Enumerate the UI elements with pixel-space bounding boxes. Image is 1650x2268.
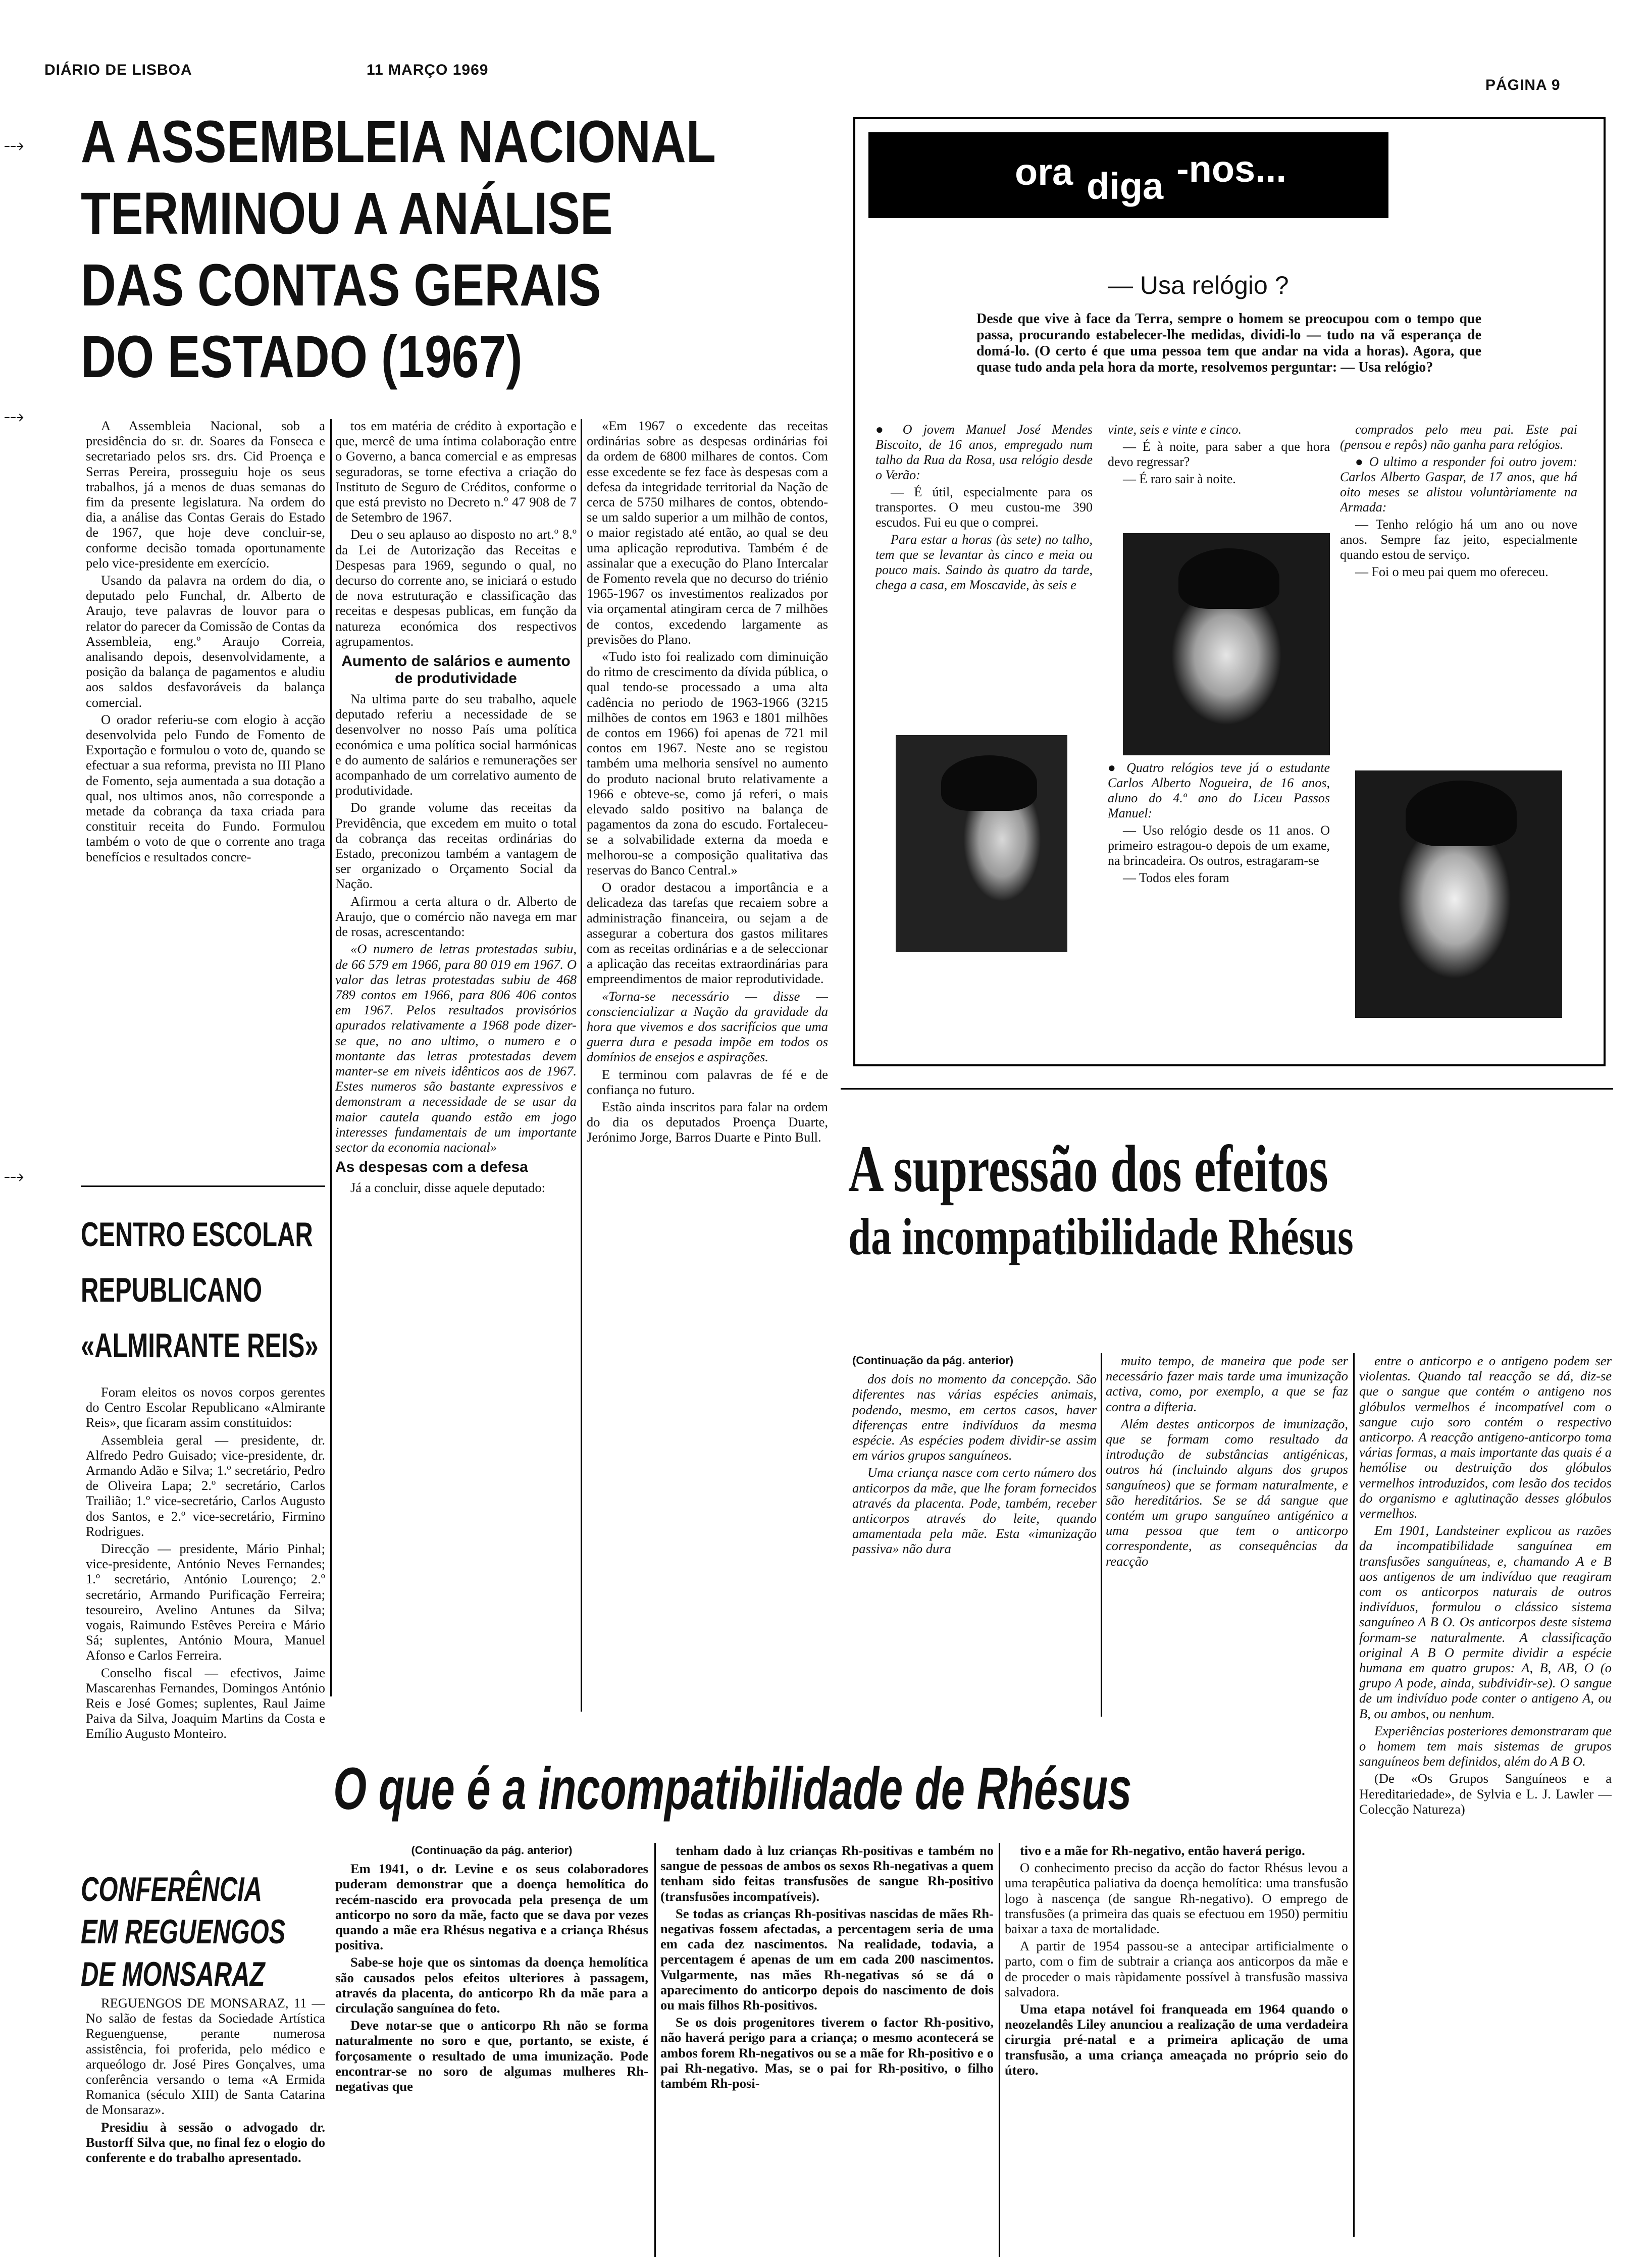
newspaper-name: DIÁRIO DE LISBOA <box>44 62 192 78</box>
article-column: entre o anticorpo e o antigeno podem ser violentas. Quando tal reacção se dá, diz-se que o sangue que contém o antigeno nos glóbulos vermelhos é incompatível com o sangue cujo soro contém o respectivo anticorpo. A reacção antigeno-anticorpo toma várias formas, a mais importante das quais é a hemólise ou destruição dos glóbulos vermelhos introduzidos, com lesão dos tecidos do organismo e aglutinação desses glóbulos vermelhos. Em 1901, Landsteiner explicou as razões da incompatibilidade sanguínea em transfusões sanguíneas, e, chamando A e B aos antigenos de um indivíduo que reagiram com os anticorpos naturais de outros indivíduos, formulou o clássico sistema sanguíneo A B O. Os anticorpos deste sistema formam-se naturalmente. A classificação original A B O permite dividir a espécie humana em quatro grupos: A, B, AB, O (o grupo A pode, ainda, subdividir-se). O sangue de um indivíduo pode conter o antigeno A, ou B, ou ambos, ou nenhum. Experiências posteriores demonstraram que o homem tem mais sistemas de grupos sanguíneos bem definidos, além do A B O. (De «Os Grupos Sanguíneos e a Hereditariedade», de Sylvia e L. J. Lawler — Colecção Natureza) <box>1359 1353 1612 1817</box>
article-column: muito tempo, de maneira que pode ser necessário fazer mais tarde uma imunização activa, como, por exemplo, a que se faz contra a difteria. Além destes anticorpos de imunização, que se formam como resultado da introdução de substâncias antigénicas, outros há (incluindo alguns dos grupos sanguíneos) que se formam naturalmente, e são hereditários. Se se dá sangue que contém um grupo sanguíneo antigénico a uma pessoa que tem o anticorpo correspondente, as consequências da reacção <box>1106 1353 1348 1569</box>
continuation-note: (Continuação da pág. anterior) <box>852 1354 1014 1367</box>
continuation-note: (Continuação da pág. anterior) <box>411 1844 573 1857</box>
column-rule <box>581 419 582 1712</box>
margin-arrow-icon: ⤏ <box>4 405 24 427</box>
article-headline: O que é a incompatibilidade de Rhésus <box>333 1756 1132 1822</box>
column-rule <box>1101 1353 1102 1717</box>
hair-shape <box>1178 548 1279 609</box>
article-headline: CENTRO ESCOLAR REPUBLICANO «ALMIRANTE REIS» <box>81 1215 319 1365</box>
section-subhead: Aumento de salários e aumento de produtividade <box>341 653 571 687</box>
article-column: A Assembleia Nacional, sob a presidência do sr. dr. Soares da Fonseca e secretariado pelos srs. drs. Cid Proença e Serras Pereira, prosseguiu hoje os seus trabalhos, já a menos de duas semanas do fim da presente legislatura. Na ordem do dia, a análise das Contas Gerais do Estado de 1967, que hoje deve concluir-se, conforme decisão tomada oportunamente pelo vice-presidente em exercício. Usando da palavra na ordem do dia, o deputado pelo Funchal, dr. Alberto de Araujo, teve palavras de louvor para o relator do parecer da Comissão de Contas da Assembleia, eng.º Araujo Correia, analisando depois, desenvolvidamente, a posição da balança de pagamentos e aludiu aos saldos desfavoráveis da balança comercial. O orador referiu-se com elogio à acção desenvolvida pelo Fundo de Fomento de Exportação e formulou o voto de, quando se efectuar a sua reforma, prevista no III Plano de Fomento, seja aumentada a sua dotação a qual, nos ultimos anos, não corresponde a metade da cobrança da taxa criada para constituir receita do Fundo. Formulou também o voto de que o corrente ano traga benefícios e resultados concre- <box>86 418 325 864</box>
hair-shape <box>1406 781 1517 846</box>
section-rule <box>81 1185 325 1187</box>
article-column: (Continuação da pág. anterior) dos dois no momento da concepção. São diferentes nas várias espécies animais, podendo, mesmo, em certos casos, haver diferenças entre indivíduos da mesma espécie. As espécies podem dividir-se assim em vários grupos sanguíneos. Uma criança nasce com certo número dos anticorpos da mãe, que lhe foram fornecidos através da placenta. Pode, também, receber anticorpos através do leite, quando amamentada pela mãe. Esta «imunização passiva» não dura <box>852 1354 1097 1557</box>
article-headline: CONFERÊNCIA EM REGUENGOS DE MONSARAZ <box>81 1870 286 1993</box>
feature-intro: Desde que vive à face da Terra, sempre o homem se preocupou com o tempo que passa, procurando estabelecer-lhe medidas, dividi-lo — tudo na vã esperança de domá-lo. (O certo é que uma pessoa tem que andar na vida a horas). Agora, que quase tudo anda pela hora da morte, resolvemos perguntar: — Usa relógio? <box>976 311 1481 375</box>
feature-column: ● Quatro relógios teve já o estudante Carlos Alberto Nogueira, de 16 anos, aluno do 4.º ano do Liceu Passos Manuel: — Uso relógio desde os 11 anos. O primeiro estragou-o depois de um exame, na brincadeira. Os outros, estragaram-se — Todos eles foram <box>1108 760 1330 885</box>
column-rule <box>330 419 332 1696</box>
article-column: (Continuação da pág. anterior) Em 1941, o dr. Levine e os seus colaboradores puderam demonstrar que a doença hemolítica do recém-nascido era provocada pela presença de um anticorpo no soro da mãe, facto que se dava por vezes quando a mãe era Rhésus negativa e a criança Rhésus positiva. Sabe-se hoje que os sintomas da doença hemolítica são causados pelos efeitos ulteriores à passagem, através da placenta, do anticorpo Rh da mãe para a circulação sanguínea do feto. Deve notar-se que o anticorpo Rh não se forma naturalmente no soro e que, portanto, se existe, é forçosamente o resultado de uma imunização. Pode encontrar-se no soro de algumas mulheres Rh-negativas que <box>335 1844 648 2094</box>
section-subhead: As despesas com a defesa <box>335 1159 528 1176</box>
article-headline: A supressão dos efeitos da incompatibilidade Rhésus <box>848 1131 1354 1266</box>
hair-shape <box>941 755 1037 811</box>
column-rule <box>654 1843 656 2257</box>
column-rule <box>999 1843 1000 2257</box>
feature-title-banner: ora diga -nos... <box>868 132 1388 218</box>
article-column: Foram eleitos os novos corpos gerentes do Centro Escolar Republicano «Almirante Reis», que ficaram assim constituidos: Assembleia geral — presidente, dr. Alfredo Pedro Guisado; vice-presidente, dr. Armando Adão e Silva; 1.º secretário, Pedro de Oliveira Lapa; 2.º secretário, Carlos Trailião; 1.º vice-secretário, Carlos Augusto dos Santos, e 2.º vice-secretário, Firmino Rodrigues. Direcção — presidente, Mário Pinhal; vice-presidente, António Neves Fernandes; 1.º secretário, António Lourenço; 2.º secretário, Armando Purificação Ferreira; tesoureiro, Avelino Antunes da Silva; vogais, Raimundo Estêves Pereira e Mário Sá; suplentes, António Moura, Manuel Afonso e Carlos Ferreira. Conselho fiscal — efectivos, Jaime Mascarenhas Fernandes, Domingos António Reis e José Gomes; suplentes, Raul Jaime Paiva da Silva, Joaquim Martins da Costa e Emílio Augusto Monteiro. <box>86 1384 325 1741</box>
article-column: tos em matéria de crédito à exportação e que, mercê de uma íntima colaboração entre o Governo, a banca comercial e as empresas seguradoras, se torne efectiva a criação do Instituto de Seguro de Créditos, conforme o que está previsto no Decreto n.º 47 908 de 7 de Setembro de 1967. Deu o seu aplauso ao disposto no art.º 8.º da Lei de Autorização das Receitas e Despesas para 1969, segundo o qual, no decurso do corrente ano, se iniciará o estudo de nova estruturação e classificação das receitas e despesas publicas, em função da natureza económica dos respectivos agrupamentos. Aumento de salários e aumento de produtividade Na ultima parte do seu trabalho, aquele deputado referiu a necessidade de se desenvolver no nosso País uma política económica e uma política social harmónicas e do aumento de salários e remunerações ser acompanhado de um correlativo aumento de produtividade. Do grande volume das receitas da Previdência, que excedem em muito o total da cobrança das receitas ordinárias do Estado, preconizou também a vantagem de ser organizado o Orçamento Social da Nação. Afirmou a certa altura o dr. Alberto de Araujo, que o comércio não navega em mar de rosas, acrescentando: «O numero de letras protestadas subiu, de 66 579 em 1966, para 80 019 em 1967. O valor das letras protestadas subiu de 468 789 contos em 1966, para 806 406 contos em 1967. Pelos resultados provisórios apurados relativamente a 1968 pode dizer-se que, no ano ultimo, o numero e o montante das letras protestadas devem manter-se em niveis idênticos aos de 1967. Estes numeros são bastante expressivos e demonstram a necessidade de se usar da maior cautela quando estão em jogo interesses fundamentais de um importante sector da economia nacional» As despesas com a defesa Já a concluir, disse aquele deputado: <box>335 418 577 1196</box>
margin-arrow-icon: ⤏ <box>4 134 24 156</box>
article-column: «Em 1967 o excedente das receitas ordinárias sobre as despesas ordinárias foi da ordem de 6800 milhares de contos. Com esse excedente se fez face às despesas com a defesa da integridade territorial da Nação de cerca de 5750 milhares de contos, obtendo-se um saldo superior a um milhão de contos, o maior registado até então, ao qual se deu uma aplicação reprodutiva. Também é de assinalar que a execução do Plano Intercalar de Fomento revela que no decurso do triénio 1965-1967 os investimentos realizados por via orçamental atingiram cerca de 7 milhões de contos, excedendo largamente as previsões do Plano. «Tudo isto foi realizado com diminuição do ritmo de crescimento da dívida pública, o qual tendo-se processado a uma alta cadência no periodo de 1963-1966 (3215 milhões de contos em 1963 e 1801 milhões de contos em 1966) foi apenas de 721 mil contos em 1967. Neste ano se registou também uma melhoria sensível no aumento do produto nacional bruto relativamente a 1966 e obteve-se, como já referi, o mais elevado saldo positivo na balança de pagamentos da zona do escudo. Fortaleceu-se a solvabilidade externa da moeda e melhorou-se a composição qualitativa das reservas do Banco Central.» O orador destacou a importância e a delicadeza das tarefas que recaiem sobre a administração financeira, ou sejam a de assegurar a cobertura dos gastos militares com as receitas ordinárias e a de seleccionar a aplicação das receitas extraordinárias para empreendimentos de maior reprodutividade. «Torna-se necessário — disse — consciencializar a Nação da gravidade da hora que vivemos e dos sacrifícios que uma guerra dura e pesada impõe em todos os domínios de ensejos e aspirações. E terminou com palavras de fé e de confiança no futuro. Estão ainda inscritos para falar na ordem do dia os deputados Proença Duarte, Jerónimo Jorge, Barros Duarte e Pinto Bull. <box>587 418 828 1145</box>
feature-column: comprados pelo meu pai. Este pai (pensou e repôs) não ganha para relógios. ● O ultimo a responder foi outro jovem: Carlos Alberto Gaspar, de 17 anos, que há oito meses se alistou voluntàriamente na Armada: — Tenho relógio há um ano ou nove anos. Sempre faz jeito, especialmente quando estou de serviço. — Foi o meu pai quem mo ofereceu. <box>1340 422 1577 579</box>
portrait-photo <box>896 735 1067 952</box>
issue-date: 11 MARÇO 1969 <box>367 62 489 78</box>
ora-diga-nos-box <box>853 117 1606 1066</box>
feature-column: ● O jovem Manuel José Mendes Biscoito, de 16 anos, empregado num talho da Rua da Rosa, usa relógio desde o Verão: — É útil, especialmente para os transportes. O meu custou-me 390 escudos. Fui eu que o comprei. Para estar a horas (às sete) no talho, tem que se levantar às cinco e meia ou pouco mais. Saindo às quatro da tarde, chega a casa, em Moscavide, às seis e <box>875 422 1093 592</box>
column-rule <box>1353 1353 1355 2237</box>
article-column: tivo e a mãe for Rh-negativo, então haverá perigo. O conhecimento preciso da acção do factor Rhésus levou a uma terapêutica paliativa da doença hemolítica: uma transfusão logo à nascença (de sangue Rh-negativo). O emprego de transfusões (a primeira das quais se efectuou em 1950) permitiu baixar a taxa de mortalidade. A partir de 1954 passou-se a antecipar artificialmente o parto, com o fim de subtrair a criança aos anticorpos da mãe e de proceder o mais ràpidamente possível à transfusão massiva salvadora. Uma etapa notável foi franqueada em 1964 quando o neozelandês Liley anunciou a realização de uma verdadeira cirurgia pré-natal e a primeira aplicação de uma transfusão, a uma criança ameaçada no próprio seio do útero. <box>1005 1843 1348 2078</box>
article-column: REGUENGOS DE MONSARAZ, 11 — No salão de festas da Sociedade Artística Reguenguense, perante numerosa assistência, foi proferida, pelo médico e arqueólogo dr. José Pires Gonçalves, uma conferência versando o tema «A Ermida Romanica (século XIII) de Santa Catarina de Monsaraz». Presidiu à sessão o advogado dr. Bustorff Silva que, no final fez o elogio do conferente e do trabalho apresentado. <box>86 1995 325 2166</box>
article-headline: A ASSEMBLEIA NACIONAL TERMINOU A ANÁLISE DAS CONTAS GERAIS DO ESTADO (1967) <box>81 109 716 390</box>
feature-column: vinte, seis e vinte e cinco. — É à noite, para saber a que hora devo regressar? — É raro sair à noite. <box>1108 422 1330 486</box>
article-column: tenham dado à luz crianças Rh-positivas e também no sangue de pessoas de ambos os sexos Rh-negativas a quem tenham sido feitas transfusões de sangue Rh-positivo (transfusões incompatíveis). Se todas as crianças Rh-positivas nascidas de mães Rh-negativas fossem afectadas, a percentagem seria de uma em cada dez nascimentos. Na realidade, todavia, a percentagem é apenas de um em cada 200 nascimentos. Vulgarmente, nas mães Rh-negativas só se dá o aparecimento do anticorpo depois do nascimento de dois ou mais filhos Rh-positivos. Se os dois progenitores tiverem o factor Rh-positivo, não haverá perigo para a criança; o mesmo acontecerá se ambos forem Rh-negativos ou se a mãe for Rh-positivo e o pai Rh-negativo. Mas, se o pai for Rh-positivo, o filho também Rh-posi- <box>660 1843 994 2091</box>
portrait-photo <box>1355 770 1562 1018</box>
section-rule <box>841 1088 1613 1090</box>
feature-question: — Usa relógio ? <box>1108 271 1289 299</box>
portrait-photo <box>1123 533 1330 755</box>
page-number: PÁGINA 9 <box>1485 77 1561 93</box>
margin-arrow-icon: ⤏ <box>4 1165 24 1187</box>
